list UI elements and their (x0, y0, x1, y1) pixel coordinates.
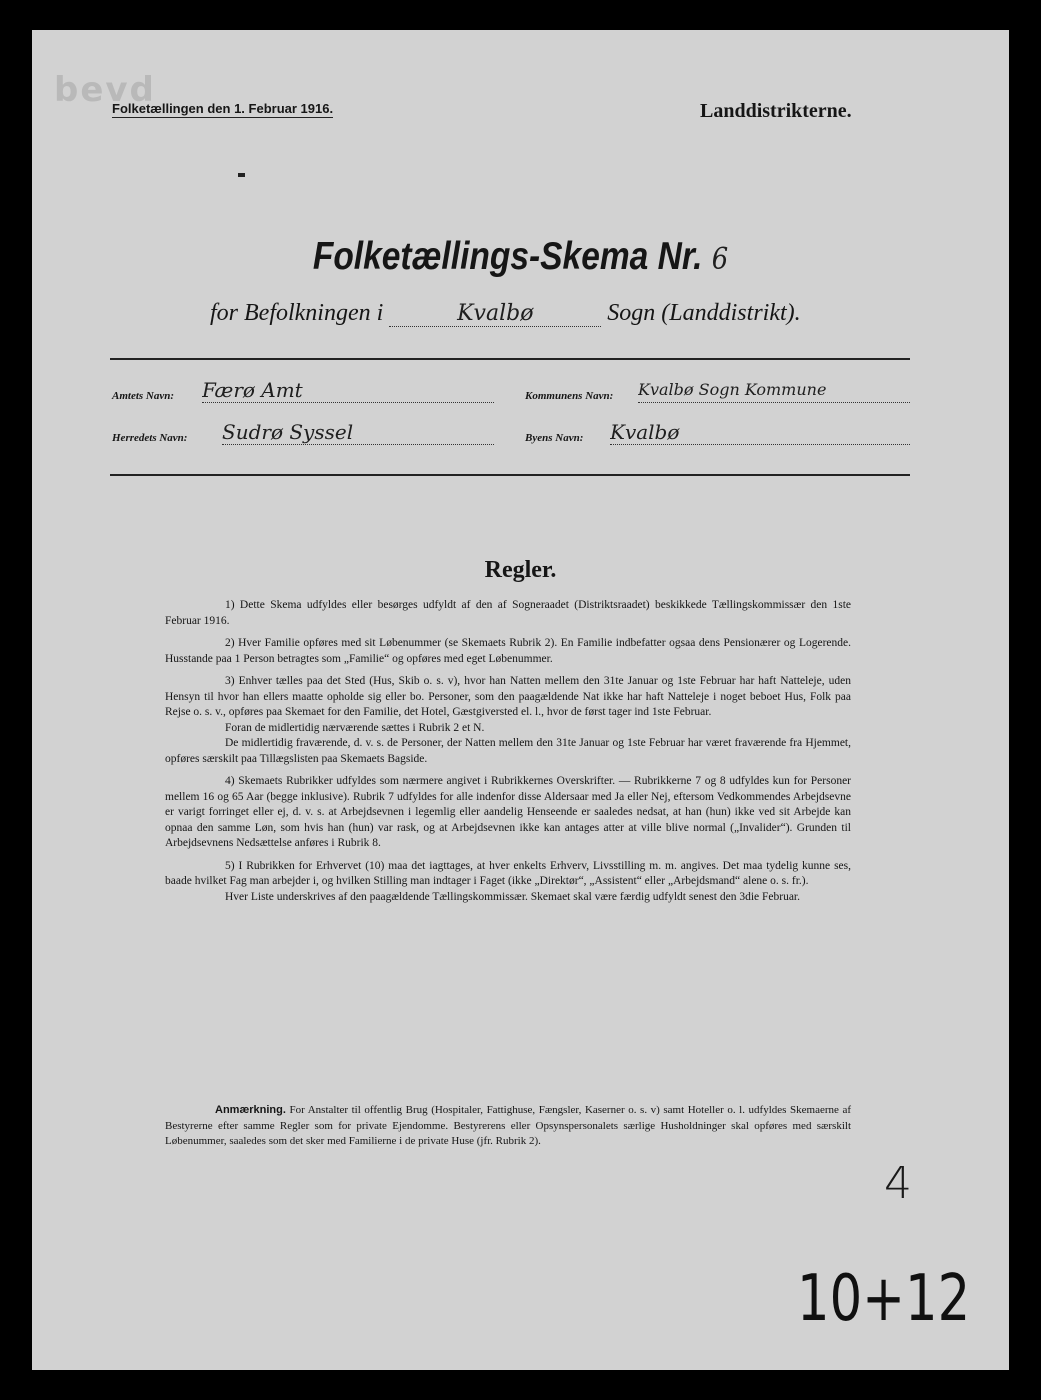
amt-label: Amtets Navn: (112, 390, 175, 402)
district-type-header: Landdistrikterne. (700, 100, 852, 122)
rules-text (165, 598, 851, 912)
parish-name-handwritten: Kvalbø (389, 301, 601, 327)
herred-label: Herredets Navn: (112, 432, 188, 444)
bottom-rule (110, 474, 910, 476)
faint-stamp: bevd (54, 70, 156, 110)
amt-value-handwritten: Færø Amt (202, 378, 494, 403)
rule-1: 1) Dette Skema udfyldes eller besørges udfyldt af den af Sogneraadet (Distriktsraadet) beskikkede Tællingskommissær den 1ste Februar 1916. (165, 599, 851, 627)
top-rule (110, 358, 910, 360)
remark-text: For Anstalter til offentlig Brug (Hospitaler, Fattighuse, Fængsler, Kaserner o. s. v) samt Hoteller o. l. udfyldes Skemaerne af Bestyrerne efter samme Regler som for private Ejendomme. Bestyrerens eller Opsynspersonalets særlige Husholdninger skal opføres med særskilt Løbenummer, saaledes som det sker med Familierne i de private Huse (jfr. Rubrik 2). (165, 1104, 852, 1147)
handwritten-page-number: 4 (884, 1158, 912, 1209)
rule-3-note-present: Foran de midlertidig nærværende sættes i Rubrik 2 et N. (225, 721, 485, 734)
census-date-header: Folketællingen den 1. Februar 1916. (112, 101, 334, 116)
rules-heading: Regler. (484, 557, 557, 583)
rule-3-note-absent: De midlertidig fraværende, d. v. s. de Personer, der Natten mellem den 31te Januar og 1ste Februar har været fraværende fra Hjemmet, opføres særskilt paa Tillægslisten paa Skemaets Bagside. (165, 737, 851, 765)
kommune-value-handwritten: Kvalbø Sogn Kommune (638, 378, 910, 403)
by-value-handwritten: Kvalbø (610, 420, 910, 445)
herred-value-handwritten: Sudrø Syssel (222, 420, 494, 445)
kommune-label: Kommunens Navn: (525, 390, 614, 402)
rule-4: 4) Skemaets Rubrikker udfyldes som nærmere angivet i Rubrikkernes Overskrifter. — Rubrikkerne 7 og 8 udfyldes kun for Personer mellem 16 og 65 Aar (begge inklusive). Rubrik 7 udfyldes for alle indenfor disse Aldersaar med Ja eller Nej, eftersom Vedkommendes Arbejdsevne er varigt forringet eller ej, d. v. s. at Arbejdsevnen i legemlig eller aandelig Henseende er saaledes nedsat, at han (hun) ikke ved sit Arbejde kan opnaa den samme Løn, som hvis han (hun) var rask, og at Arbejdsevnen ikke kan antages atter at ville blive normal („Invalider“). Grunden til Arbejdsevnens Nedsættelse anføres i Rubrik 8. (165, 775, 851, 849)
rule-5: 5) I Rubrikken for Erhvervet (10) maa det iagttages, at hver enkelts Erhverv, Livsstilling m. m. angives. Det maa tydelig kunne ses, baade hvilket Fag man arbejder i, og hvilken Stilling man indtager i Faget (ikke „Direktør“, „Assistent“ eller „Arbejdsmand“ alene o. s. fr.). (165, 859, 851, 887)
by-label: Byens Navn: (525, 432, 584, 444)
handwritten-range-mark: 10+12 (797, 1262, 971, 1336)
subtitle-prefix: for Befolkningen i (210, 300, 384, 326)
ink-mark (238, 173, 245, 177)
subtitle-suffix: Sogn (Landdistrikt). (607, 300, 801, 326)
form-title-text: Folketællings-Skema Nr. (312, 235, 703, 278)
form-number-handwritten: 6 (711, 242, 729, 277)
census-form-page (32, 30, 1009, 1370)
remark-section (165, 1103, 851, 1150)
form-title (100, 235, 940, 279)
remark-label: Anmærkning. (215, 1104, 286, 1116)
rule-2: 2) Hver Familie opføres med sit Løbenummer (se Skemaets Rubrik 2). En Familie indbefatter ogsaa dens Pensionærer og Logerende. Husstande paa 1 Person betragtes som „Familie“ og opføres med eget Løbenummer. (165, 637, 851, 665)
rule-5-signature: Hver Liste underskrives af den paagældende Tællingskommissær. Skemaet skal være færdig udfyldt senest den 3die Februar. (225, 890, 800, 903)
form-subtitle (210, 300, 801, 327)
rule-3: 3) Enhver tælles paa det Sted (Hus, Skib o. s. v), hvor han Natten mellem den 31te Januar og 1ste Februar har haft Natteleje, uden Hensyn til hvor han ellers maatte opholde sig eller bo. Personer, som den paagældende Nat ikke har haft Natteleje i noget beboet Hus, Folk paa Rejse o. s. v., opføres paa Skemaet for den Familie, det Hotel, Gæstgiversted el. l., hvor de først tager ind 1ste Februar. (165, 675, 851, 718)
